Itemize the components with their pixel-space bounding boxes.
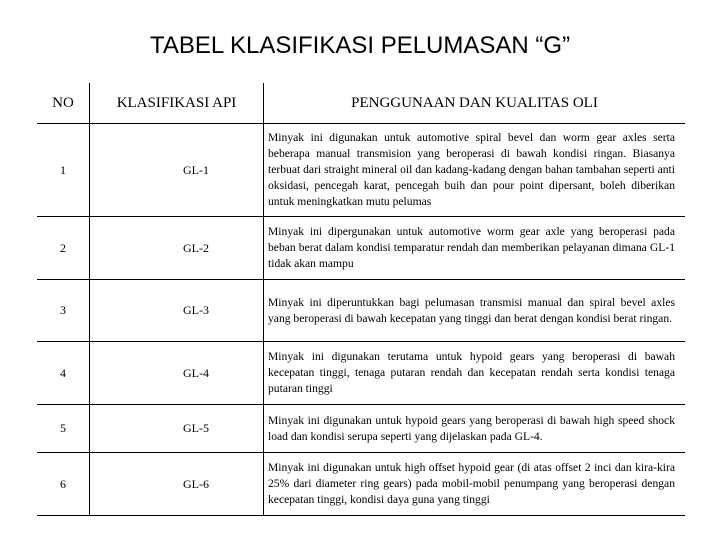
table-row bbox=[37, 124, 685, 217]
row-no: 4 bbox=[37, 342, 90, 405]
table-row bbox=[37, 453, 685, 516]
row-api: GL-1 bbox=[90, 124, 264, 217]
row-api: GL-6 bbox=[90, 453, 264, 516]
header-api: KLASIFIKASI API bbox=[90, 83, 264, 124]
classification-table bbox=[37, 83, 685, 516]
row-no: 1 bbox=[37, 124, 90, 217]
row-api: GL-4 bbox=[90, 342, 264, 405]
row-api: GL-3 bbox=[90, 280, 264, 342]
row-no: 5 bbox=[37, 405, 90, 453]
row-no: 3 bbox=[37, 280, 90, 342]
header-desc: PENGGUNAAN DAN KUALITAS OLI bbox=[264, 83, 686, 124]
row-desc: Minyak ini dipergunakan untuk automotive worm gear axle yang beroperasi pada beban berat dalam kondisi temparatur rendah dan memberikan pelayanan dimana GL-1 tidak akan mampu bbox=[264, 217, 686, 280]
row-api: GL-5 bbox=[90, 405, 264, 453]
row-desc: Minyak ini diperuntukkan bagi pelumasan transmisi manual dan spiral bevel axles yang beroperasi di bawah kecepatan yang tinggi dan berat dengan kondisi berat ringan. bbox=[264, 280, 686, 342]
table-header-row bbox=[37, 83, 685, 124]
row-no: 2 bbox=[37, 217, 90, 280]
table-row bbox=[37, 280, 685, 342]
table-row bbox=[37, 405, 685, 453]
row-desc: Minyak ini digunakan terutama untuk hypoid gears yang beroperasi di bawah kecepatan tinggi, tenaga putaran rendah dan kecepatan rendah serta kondisi tenaga putaran tinggi bbox=[264, 342, 686, 405]
table-row bbox=[37, 217, 685, 280]
row-desc: Minyak ini digunakan untuk hypoid gears yang beroperasi di bawah high speed shock load dan kondisi serupa seperti yang dijelaskan pada GL-4. bbox=[264, 405, 686, 453]
table-row bbox=[37, 342, 685, 405]
row-desc: Minyak ini digunakan untuk automotive spiral bevel dan worm gear axles serta beberapa manual transmision yang beroperasi di bawah kondisi ringan. Biasanya terbuat dari straight mineral oil dan kadang-kadang dengan bahan tambahan seperti anti oksidasi, pencegah karat, pencegah buih dan pour point dipersant, boleh diberikan untuk meningkatkan mutu pelumas bbox=[264, 124, 686, 217]
header-no: NO bbox=[37, 83, 90, 124]
row-no: 6 bbox=[37, 453, 90, 516]
row-desc: Minyak ini digunakan untuk high offset hypoid gear (di atas offset 2 inci dan kira-kira 25% dari diameter ring gears) pada mobil-mobil penumpang yang beroperasi dengan kecepatan tinggi, kondisi daya guna yang tinggi bbox=[264, 453, 686, 516]
page-title: TABEL KLASIFIKASI PELUMASAN “G” bbox=[149, 32, 571, 59]
row-api: GL-2 bbox=[90, 217, 264, 280]
